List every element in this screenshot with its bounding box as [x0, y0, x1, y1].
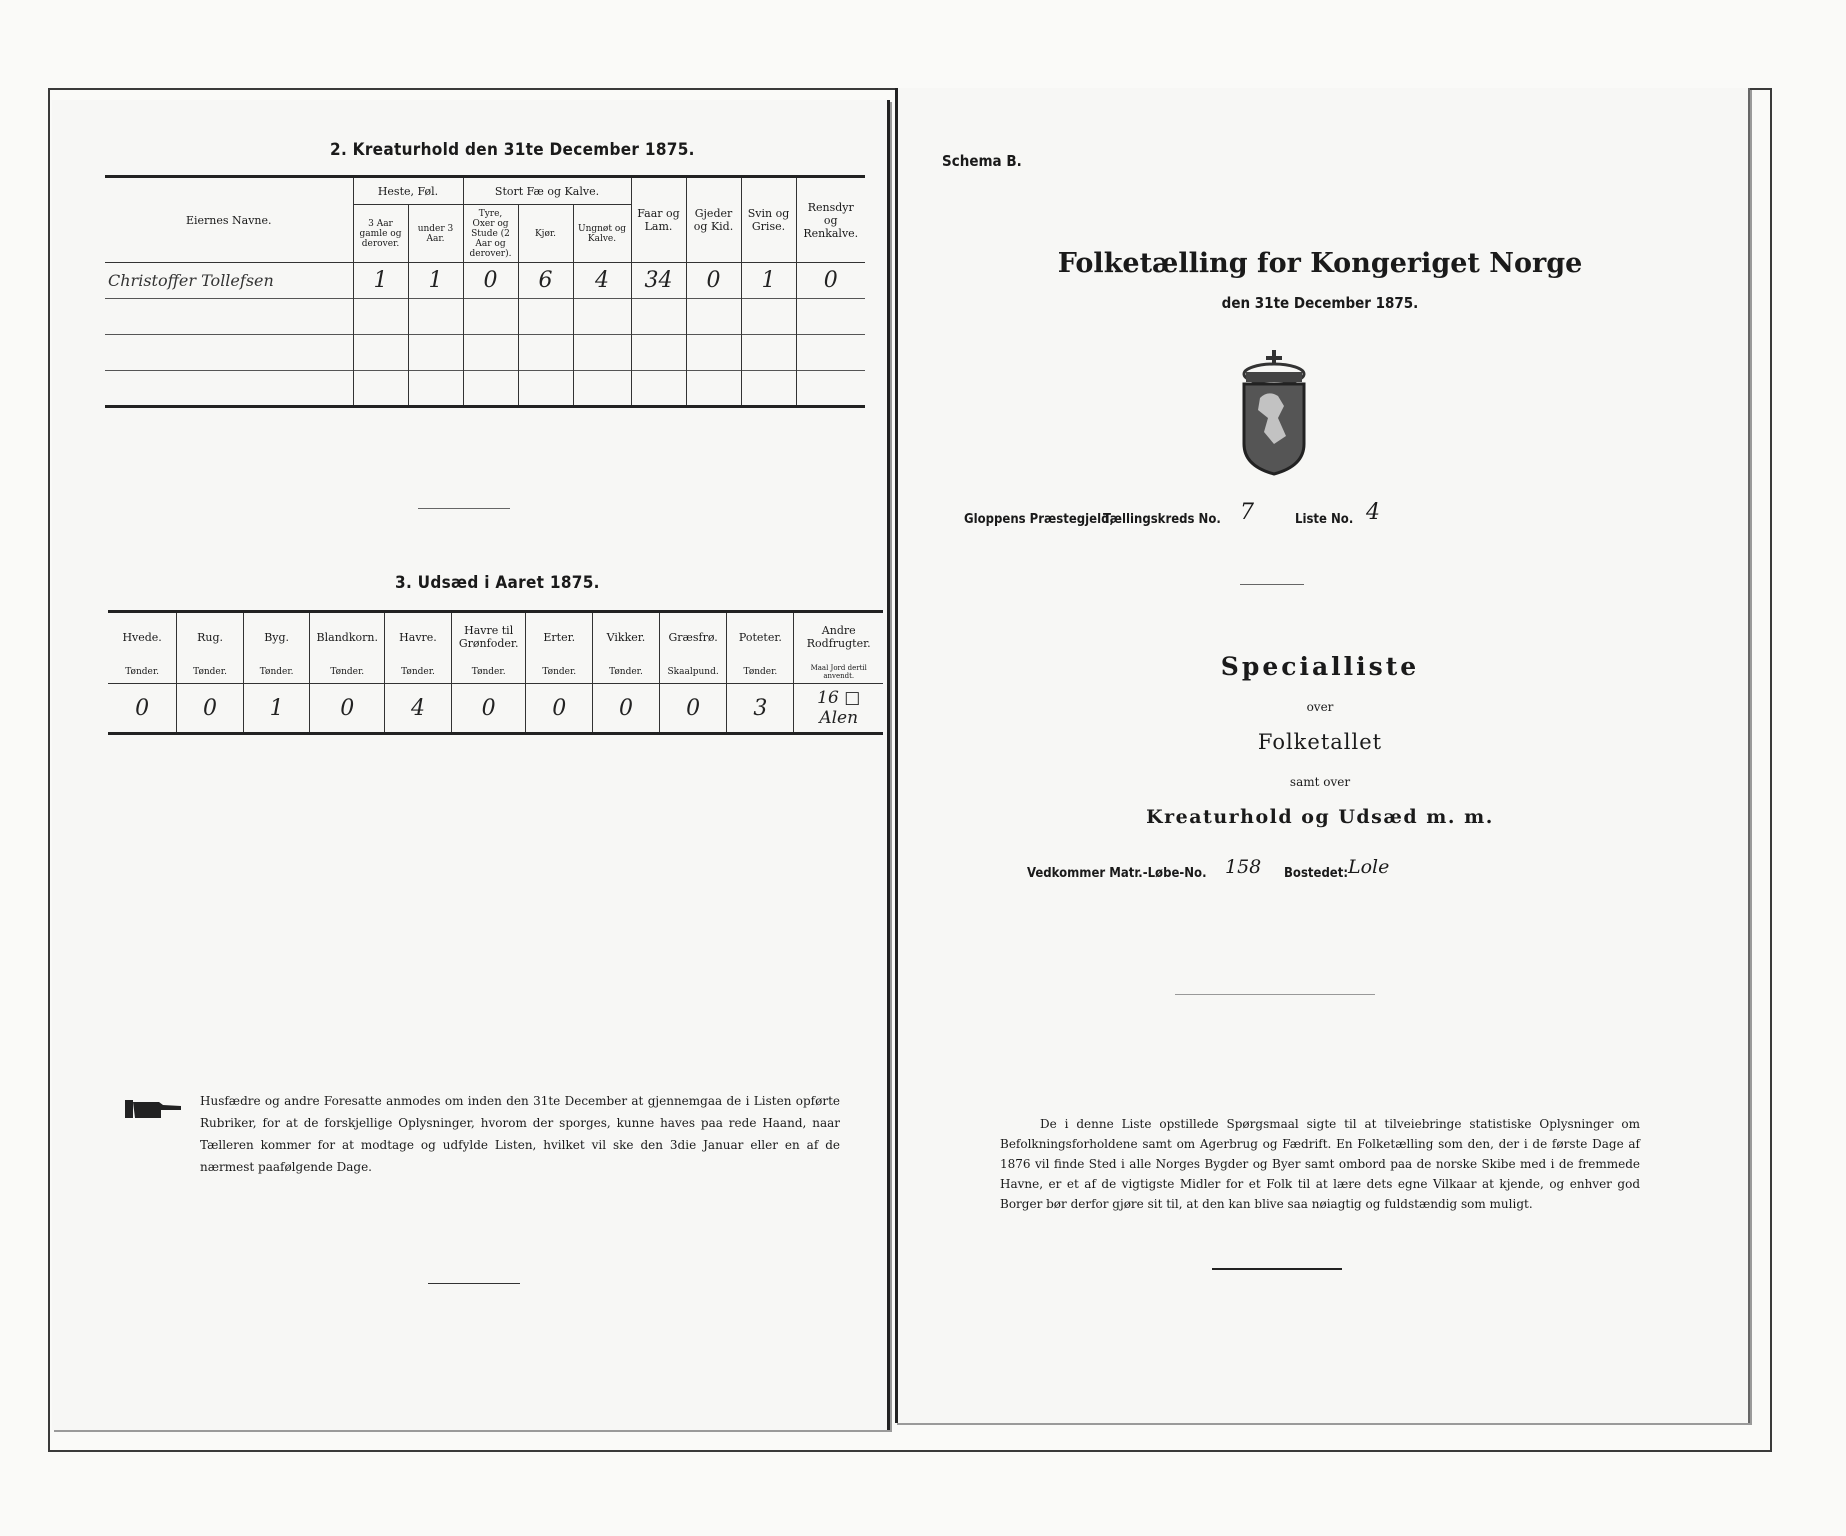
sow-value: 4 [385, 684, 452, 734]
samt-over-text: samt over [1289, 775, 1351, 789]
pointing-hand-icon [125, 1096, 183, 1122]
sow-value: 0 [135, 695, 150, 721]
section3-title: 3. Udsæd i Aaret 1875. [395, 573, 600, 593]
livestock-table [105, 175, 865, 408]
cell-value: 1 [408, 263, 463, 299]
sow-header: Vikker. [593, 612, 660, 662]
liste-label: Liste No. [1295, 512, 1354, 527]
special-title: Specialliste [1220, 652, 1420, 681]
cell-value: 0 [796, 263, 865, 299]
matr-label: Vedkommer Matr.-Løbe-No. [1027, 866, 1207, 881]
cell-value: 0 [463, 263, 518, 299]
sow-unit: Tønder. [385, 662, 452, 684]
sow-header: Poteter. [727, 612, 794, 662]
left-notice [200, 1090, 840, 1178]
right-page [895, 88, 1750, 1423]
sow-unit: Tønder. [526, 662, 593, 684]
sow-value: 0 [526, 684, 593, 734]
sow-unit: Tønder. [243, 662, 310, 684]
kreds-value: 7 [1240, 500, 1254, 525]
sub-header-horses-young: under 3 Aar. [408, 205, 463, 263]
cell-value: 0 [686, 263, 741, 299]
sowing-table [108, 610, 883, 735]
sow-value: 0 [659, 684, 726, 734]
section2-title: 2. Kreaturhold den 31te December 1875. [330, 140, 695, 160]
cell-value: 1 [353, 263, 408, 299]
sow-unit: Tønder. [310, 662, 385, 684]
sow-header: Rug. [177, 612, 244, 662]
sow-unit: Tønder. [125, 667, 160, 678]
sow-unit: Tønder. [593, 662, 660, 684]
census-subtitle: den 31te December 1875. [1221, 294, 1419, 312]
sow-header: Græsfrø. [659, 612, 726, 662]
left-notice-text: Husfædre og andre Foresatte anmodes om inden den 31te December at gjennemgaa de i Listen opførte Rubriker, for at de forskjellige Oplysninger, hvorom der sporges, kunne haves paa rede Haand, naar Tælleren kommer for at modtage og udfylde Listen, hvilket vil ske den 3die Januar eller en af de nærmest paafølgende Dage. [200, 1094, 840, 1174]
sow-header: Havre. [385, 612, 452, 662]
owner-name: Christoffer Tollefsen [108, 271, 274, 290]
sub-header-bulls: Tyre, Oxer og Stude (2 Aar og derover). [463, 205, 518, 263]
sub-header-cows: Kjør. [518, 205, 573, 263]
group-header-cattle: Stort Fæ og Kalve. [463, 177, 631, 205]
sub-header-calves: Ungnøt og Kalve. [573, 205, 631, 263]
sow-header: Byg. [243, 612, 310, 662]
separator-rule [418, 508, 510, 509]
sow-unit: Skaalpund. [659, 662, 726, 684]
bosted-label: Bostedet: [1284, 866, 1349, 881]
sow-header: Erter. [526, 612, 593, 662]
sow-unit: Tønder. [727, 662, 794, 684]
bottom-rule-left [428, 1283, 520, 1284]
table-row [105, 263, 865, 299]
cell-value: 34 [631, 263, 686, 299]
table-row [105, 371, 865, 407]
sow-value: 0 [451, 684, 526, 734]
sow-header: Blandkorn. [310, 612, 385, 662]
separator-rule [1240, 584, 1304, 585]
sow-value: 1 [243, 684, 310, 734]
over-text: over [1306, 700, 1334, 714]
census-title: Folketælling for Kongeriget Norge [1057, 248, 1583, 279]
group-header-horses: Heste, Føl. [353, 177, 463, 205]
bosted-value: Lole [1348, 856, 1390, 878]
sub-header-horses-old: 3 Aar gamle og derover. [353, 205, 408, 263]
sow-header: Hvede. [122, 630, 162, 644]
sow-value: 0 [177, 684, 244, 734]
right-notice [1000, 1114, 1640, 1214]
group-header-sheep: Faar og Lam. [631, 177, 686, 263]
sow-unit: Tønder. [177, 662, 244, 684]
coat-of-arms-icon [1238, 348, 1310, 476]
table-row [108, 684, 883, 734]
matr-value: 158 [1225, 856, 1262, 878]
group-header-goats: Gjeder og Kid. [686, 177, 741, 263]
table-row [105, 299, 865, 335]
sow-header: Andre Rodfrugter. [794, 612, 883, 662]
right-notice-text: De i denne Liste opstillede Spørgsmaal sigte til at tilveiebringe statistiske Oplysninger om Befolkningsforholdene samt om Agerbrug og Fædrift. En Folketælling som den, der i de første Dage af 1876 vil finde Sted i alle Norges Bygder og Byer samt ombord paa de norske Skibe med i de fremmede Havne, er et af de vigtigste Midler for et Folk til at lære dets egne Vilkaar at kjende, og enhver god Borger bør derfor gjøre sit til, at den kan blive saa nøiagtig og fuldstændig som muligt. [1000, 1117, 1640, 1211]
group-header-reindeer: Rensdyr og Renkalve. [796, 177, 865, 263]
sow-value: 0 [593, 684, 660, 734]
sow-value: 3 [727, 684, 794, 734]
prestegjeld-label: Gloppens Præstegjeld, [964, 512, 1114, 527]
cell-value: 6 [518, 263, 573, 299]
sow-value: 16 □ Alen [794, 684, 883, 734]
owner-header: Eiernes Navne. [105, 177, 353, 263]
kreatur-line: Kreaturhold og Udsæd m. m. [1146, 806, 1494, 828]
cell-value: 4 [573, 263, 631, 299]
sow-value: 0 [310, 684, 385, 734]
liste-value: 4 [1366, 500, 1380, 525]
table-row [105, 335, 865, 371]
sow-unit: Maal Jord dertil anvendt. [794, 662, 883, 684]
sow-unit: Tønder. [451, 662, 526, 684]
schema-label: Schema B. [942, 152, 1022, 170]
separator-rule [1175, 994, 1375, 995]
group-header-pigs: Svin og Grise. [741, 177, 796, 263]
cell-value: 1 [741, 263, 796, 299]
sow-header: Havre til Grønfoder. [451, 612, 526, 662]
bottom-rule-right [1212, 1268, 1342, 1270]
folketallet-text: Folketallet [1257, 730, 1383, 754]
kreds-label: Tællingskreds No. [1103, 512, 1221, 527]
